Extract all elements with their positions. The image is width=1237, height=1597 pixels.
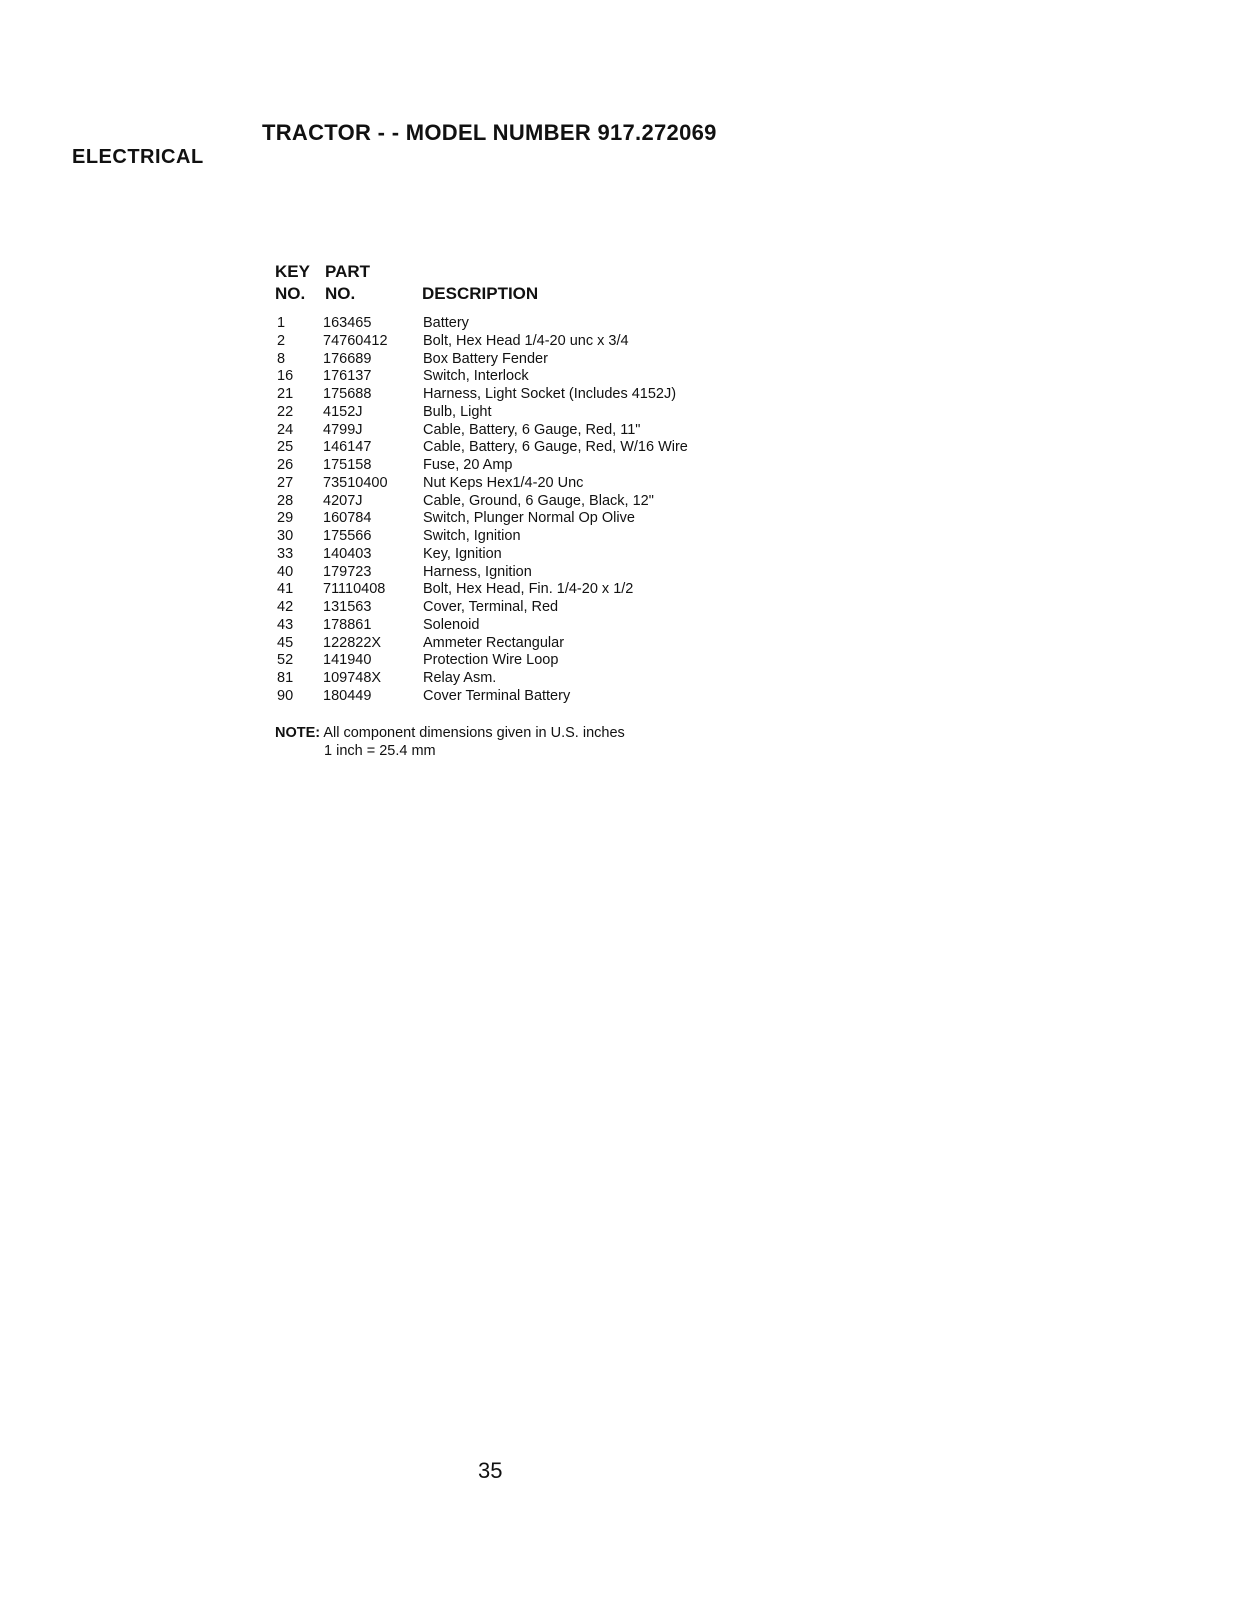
part-no-cell: 73510400 <box>323 474 388 491</box>
table-row <box>275 439 975 457</box>
key-no-cell: 30 <box>277 528 294 544</box>
part-no-cell: 160784 <box>323 510 372 527</box>
part-no-cell: 176689 <box>323 350 372 367</box>
description-cell: Bulb, Light <box>423 403 492 420</box>
key-no-cell: 90 <box>277 687 294 704</box>
description-cell: Relay Asm. <box>423 670 497 686</box>
description-cell: Cable, Battery, 6 Gauge, Red, 11" <box>423 421 641 438</box>
header-part-line2: NO. <box>325 284 356 303</box>
description-cell: Cable, Ground, 6 Gauge, Black, 12" <box>423 492 654 509</box>
description-cell: Nut Keps Hex1/4-20 Unc <box>423 474 584 491</box>
key-no-cell: 41 <box>277 581 294 598</box>
description-cell: Switch, Interlock <box>423 368 529 385</box>
table-row <box>275 368 975 386</box>
table-row <box>275 528 975 546</box>
description-cell: Key, Ignition <box>423 545 502 562</box>
table-row <box>275 333 975 351</box>
part-no-cell: 180449 <box>323 687 372 704</box>
table-row <box>275 546 975 564</box>
description-cell: Cover, Terminal, Red <box>423 599 559 615</box>
part-no-cell: 179723 <box>323 563 372 580</box>
table-row <box>275 510 975 528</box>
key-no-cell: 25 <box>277 439 294 456</box>
table-row <box>275 315 975 333</box>
page-number: 35 <box>478 1458 503 1483</box>
header-key-line1: KEY <box>275 262 310 281</box>
note-line2: 1 inch = 25.4 mm <box>324 743 436 759</box>
part-no-cell: 71110408 <box>323 581 386 598</box>
key-no-cell: 52 <box>277 652 294 669</box>
part-no-cell: 74760412 <box>323 332 388 349</box>
parts-list <box>275 315 975 706</box>
key-no-cell: 1 <box>277 315 286 331</box>
key-no-cell: 29 <box>277 510 294 527</box>
table-row <box>275 635 975 653</box>
table-row <box>275 404 975 422</box>
table-row <box>275 599 975 617</box>
description-cell: Bolt, Hex Head, Fin. 1/4-20 x 1/2 <box>423 581 634 598</box>
part-no-cell: 4799J <box>323 421 363 438</box>
note-line1: All component dimensions given in U.S. inches <box>323 725 625 741</box>
key-no-cell: 27 <box>277 474 294 491</box>
description-cell: Protection Wire Loop <box>423 652 559 669</box>
part-no-cell: 175158 <box>323 457 372 473</box>
key-no-cell: 21 <box>277 386 294 402</box>
table-row <box>275 457 975 475</box>
part-no-cell: 4207J <box>323 492 363 509</box>
key-no-cell: 22 <box>277 403 294 420</box>
part-no-cell: 176137 <box>323 368 372 385</box>
part-no-cell: 175566 <box>323 528 372 544</box>
description-cell: Bolt, Hex Head 1/4-20 unc x 3/4 <box>423 332 629 349</box>
table-row <box>275 688 975 706</box>
table-row <box>275 564 975 582</box>
table-row <box>275 581 975 599</box>
part-no-cell: 4152J <box>323 403 363 420</box>
table-row <box>275 652 975 670</box>
description-cell: Battery <box>423 315 469 331</box>
part-no-cell: 146147 <box>323 439 372 456</box>
part-no-cell: 131563 <box>323 599 372 615</box>
note-label: NOTE: <box>275 725 321 741</box>
header-description: DESCRIPTION <box>422 284 539 303</box>
key-no-cell: 40 <box>277 563 294 580</box>
table-row <box>275 386 975 404</box>
header-part-line1: PART <box>325 262 371 281</box>
part-no-cell: 175688 <box>323 386 372 402</box>
description-cell: Cover Terminal Battery <box>423 687 571 704</box>
description-cell: Switch, Ignition <box>423 528 521 544</box>
description-cell: Ammeter Rectangular <box>423 634 565 651</box>
key-no-cell: 42 <box>277 599 294 615</box>
key-no-cell: 16 <box>277 368 294 385</box>
part-no-cell: 140403 <box>323 545 372 562</box>
description-cell: Switch, Plunger Normal Op Olive <box>423 510 635 527</box>
key-no-cell: 33 <box>277 545 294 562</box>
description-cell: Harness, Light Socket (Includes 4152J) <box>423 386 677 402</box>
part-no-cell: 178861 <box>323 616 372 633</box>
key-no-cell: 8 <box>277 350 286 367</box>
table-row <box>275 670 975 688</box>
section-label: ELECTRICAL <box>72 146 204 168</box>
description-cell: Box Battery Fender <box>423 350 548 367</box>
header-key-line2: NO. <box>275 284 306 303</box>
table-row <box>275 475 975 493</box>
note <box>275 724 625 760</box>
key-no-cell: 43 <box>277 616 294 633</box>
table-row <box>275 422 975 440</box>
description-cell: Fuse, 20 Amp <box>423 457 513 473</box>
key-no-cell: 81 <box>277 670 294 686</box>
page-title: TRACTOR - - MODEL NUMBER 917.272069 <box>262 120 717 145</box>
description-cell: Cable, Battery, 6 Gauge, Red, W/16 Wire <box>423 439 688 456</box>
key-no-cell: 2 <box>277 332 286 349</box>
table-row <box>275 617 975 635</box>
table-row <box>275 493 975 511</box>
key-no-cell: 28 <box>277 492 294 509</box>
key-no-cell: 24 <box>277 421 294 438</box>
description-cell: Harness, Ignition <box>423 563 532 580</box>
part-no-cell: 109748X <box>323 670 382 686</box>
table-row <box>275 351 975 369</box>
part-no-cell: 122822X <box>323 634 382 651</box>
key-no-cell: 45 <box>277 634 294 651</box>
description-cell: Solenoid <box>423 616 480 633</box>
part-no-cell: 163465 <box>323 315 372 331</box>
part-no-cell: 141940 <box>323 652 372 669</box>
key-no-cell: 26 <box>277 457 294 473</box>
